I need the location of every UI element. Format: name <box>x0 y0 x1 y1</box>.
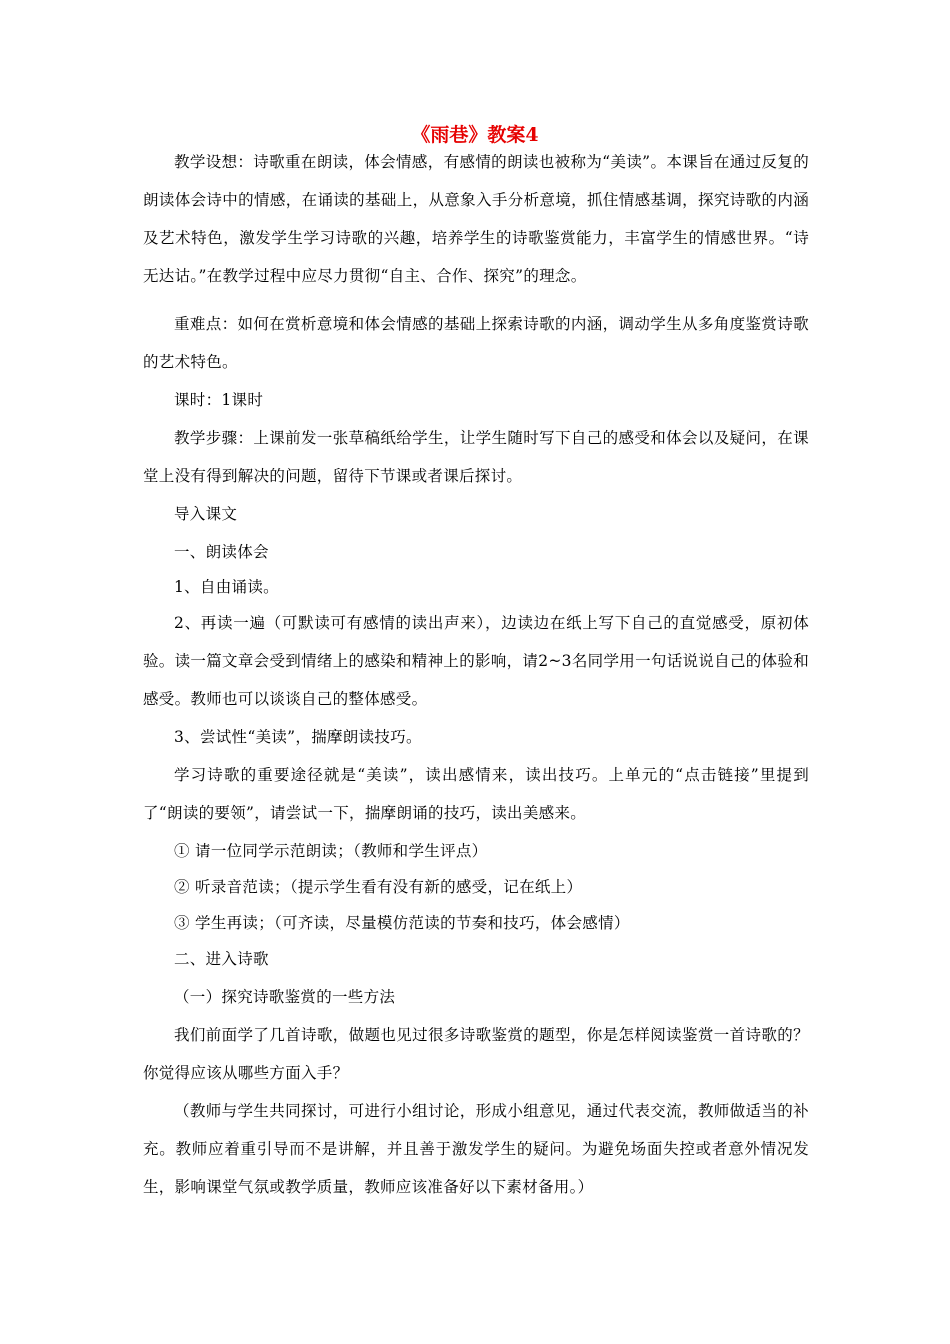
paragraph-introduction: 导入课文 <box>174 505 238 523</box>
list-item-reread: ③ 学生再读；（可齐读，尽量模仿范读的节奏和技巧，体会感情） <box>174 914 630 932</box>
paragraph-step-3: 3、尝试性“美读”，揣摩朗读技巧。 <box>174 728 422 746</box>
paragraph-steps: 教学步骤：上课前发一张草稿纸给学生，让学生随时写下自己的感受和体会以及疑问，在课堂上没有得到解决的问题，留待下节课或者课后探讨。 <box>143 429 809 485</box>
paragraph-design: 教学设想：诗歌重在朗读，体会情感，有感情的朗读也被称为“美读”。本课旨在通过反复的朗读体会诗中的情感，在诵读的基础上，从意象入手分析意境，抓住情感基调，探究诗歌的内涵及艺术特色，激发学生学习诗歌的兴趣，培养学生的诗歌鉴赏能力，丰富学生的情感世界。“诗无达诂。”在教学过程中应尽力贯彻“自主、合作、探究”的理念。 <box>143 153 809 285</box>
paragraph-question: 我们前面学了几首诗歌，做题也见过很多诗歌鉴赏的题型，你是怎样阅读鉴赏一首诗歌的？你觉得应该从哪些方面入手？ <box>143 1026 809 1082</box>
heading-reading: 一、朗读体会 <box>174 543 269 561</box>
heading-methods: （一）探究诗歌鉴赏的一些方法 <box>174 988 396 1006</box>
paragraph-step-2: 2、再读一遍（可默读可有感情的读出声来），边读边在纸上写下自己的直觉感受，原初体验。读一篇文章会受到情绪上的感染和精神上的影响，请2~3名同学用一句话说说自己的体验和感受。教师也可以谈谈自己的整体感受。 <box>143 614 809 708</box>
document-title: 《雨巷》教案4 <box>411 124 539 146</box>
paragraph-teacher-note: （教师与学生共同探讨，可进行小组讨论，形成小组意见，通过代表交流，教师做适当的补充。教师应着重引导而不是讲解，并且善于激发学生的疑问。为避免场面失控或者意外情况发生，影响课堂气氛或教学质量，教师应该准备好以下素材备用。） <box>143 1102 809 1196</box>
heading-enter-poem: 二、进入诗歌 <box>174 950 269 968</box>
paragraph-beautiful-reading: 学习诗歌的重要途径就是“美读”，读出感情来，读出技巧。上单元的“点击链接”里提到了“朗读的要领”，请尝试一下，揣摩朗诵的技巧，读出美感来。 <box>143 766 809 822</box>
list-item-demo-reading: ① 请一位同学示范朗读；（教师和学生评点） <box>174 842 488 860</box>
paragraph-class-hours: 课时：1课时 <box>174 391 264 409</box>
list-item-recording: ② 听录音范读；（提示学生看有没有新的感受，记在纸上） <box>174 878 583 896</box>
paragraph-difficulties: 重难点：如何在赏析意境和体会情感的基础上探索诗歌的内涵，调动学生从多角度鉴赏诗歌的艺术特色。 <box>143 315 809 371</box>
paragraph-step-1: 1、自由诵读。 <box>174 578 279 596</box>
